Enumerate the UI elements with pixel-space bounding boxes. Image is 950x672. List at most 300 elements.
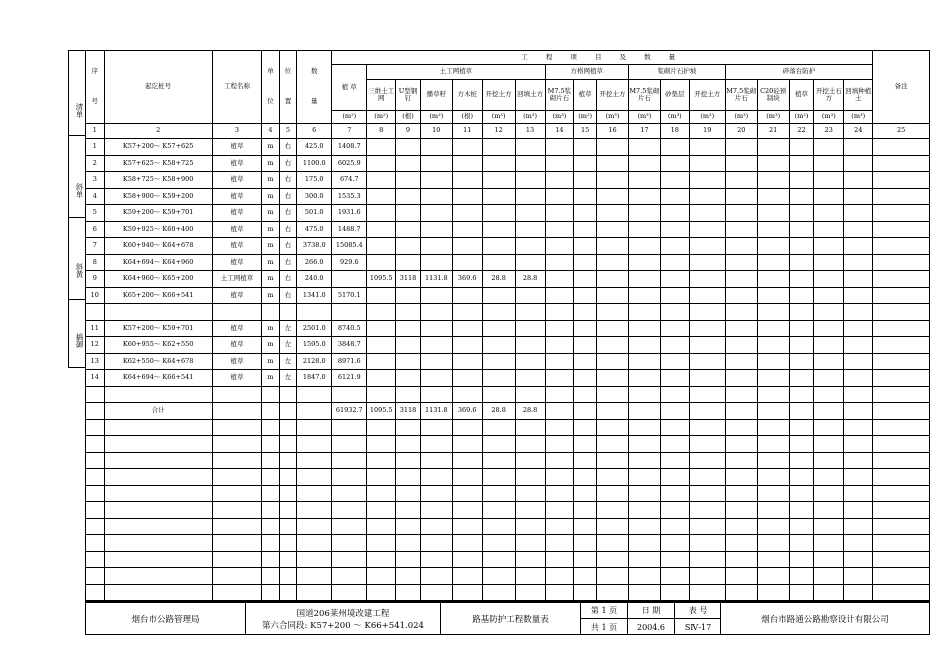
- column-number: 12: [482, 124, 515, 139]
- table-cell: 8971.6: [332, 353, 367, 370]
- table-cell: K64+694～ K66+541: [104, 370, 212, 387]
- table-cell: 6025.9: [332, 155, 367, 172]
- table-cell: [597, 188, 629, 205]
- table-cell: [757, 304, 789, 321]
- header-remark: 备注: [873, 51, 930, 124]
- table-cell: [873, 221, 930, 238]
- table-cell: [574, 502, 597, 519]
- table-cell: K58+900～ K59+200: [104, 188, 212, 205]
- table-cell: [420, 535, 452, 552]
- table-cell: [297, 304, 332, 321]
- table-cell: 4: [86, 188, 105, 205]
- table-cell: [396, 188, 421, 205]
- table-cell: [873, 271, 930, 288]
- table-cell: [725, 452, 757, 469]
- table-body: [86, 139, 930, 601]
- title-block: [85, 601, 930, 635]
- table-cell: [515, 370, 545, 387]
- table-cell: 1131.8: [420, 271, 452, 288]
- table-cell: [597, 320, 629, 337]
- table-cell: [725, 485, 757, 502]
- table-cell: [757, 419, 789, 436]
- table-cell: [452, 551, 482, 568]
- table-cell: [104, 535, 212, 552]
- unit-label: (m³): [597, 111, 629, 124]
- table-cell: m: [262, 238, 280, 255]
- table-cell: [452, 584, 482, 601]
- table-row: [86, 370, 930, 387]
- table-cell: 右: [279, 271, 297, 288]
- table-cell: [597, 452, 629, 469]
- table-cell: [725, 353, 757, 370]
- table-cell: [297, 419, 332, 436]
- table-cell: [814, 584, 844, 601]
- table-cell: [597, 551, 629, 568]
- table-cell: [396, 304, 421, 321]
- table-cell: [574, 452, 597, 469]
- table-cell: [104, 502, 212, 519]
- table-cell: [689, 469, 725, 486]
- table-cell: [262, 502, 280, 519]
- table-cell: [628, 403, 660, 420]
- table-cell: K64+960～ K65+200: [104, 271, 212, 288]
- table-cell: [452, 221, 482, 238]
- table-cell: [789, 370, 814, 387]
- table-cell: [597, 172, 629, 189]
- table-cell: [420, 436, 452, 453]
- table-cell: [814, 452, 844, 469]
- table-cell: [814, 320, 844, 337]
- col-header: 开挖土方: [482, 80, 515, 111]
- group-stone: 浆砌片石护坡: [628, 65, 725, 80]
- table-cell: [597, 518, 629, 535]
- table-cell: [367, 502, 396, 519]
- table-cell: [396, 172, 421, 189]
- table-cell: [367, 205, 396, 222]
- table-cell: [597, 568, 629, 585]
- table-cell: [660, 386, 689, 403]
- table-cell: [725, 205, 757, 222]
- table-cell: [545, 502, 574, 519]
- table-cell: [844, 568, 873, 585]
- column-number: 20: [725, 124, 757, 139]
- table-cell: [725, 155, 757, 172]
- table-cell: [597, 271, 629, 288]
- table-cell: [332, 551, 367, 568]
- unit-label: (m³): [844, 111, 873, 124]
- table-row: [86, 287, 930, 304]
- table-cell: [420, 502, 452, 519]
- table-cell: [452, 205, 482, 222]
- table-cell: [212, 304, 261, 321]
- table-cell: [725, 238, 757, 255]
- table-cell: [844, 155, 873, 172]
- table-cell: [452, 518, 482, 535]
- table-cell: [482, 584, 515, 601]
- table-cell: [212, 518, 261, 535]
- table-cell: [725, 436, 757, 453]
- column-number: 22: [789, 124, 814, 139]
- unit-label: (m³): [545, 111, 574, 124]
- table-cell: [873, 353, 930, 370]
- table-cell: [482, 535, 515, 552]
- table-cell: [660, 271, 689, 288]
- header-position: 位 置: [279, 51, 297, 124]
- table-cell: [452, 485, 482, 502]
- table-cell: [789, 386, 814, 403]
- table-cell: [628, 353, 660, 370]
- table-cell: 14: [86, 370, 105, 387]
- table-cell: m: [262, 139, 280, 156]
- col-header: U型钢钉: [396, 80, 421, 111]
- table-cell: [873, 386, 930, 403]
- table-cell: [725, 584, 757, 601]
- table-cell: [844, 419, 873, 436]
- table-cell: [660, 518, 689, 535]
- table-cell: [757, 221, 789, 238]
- table-cell: 12: [86, 337, 105, 354]
- column-number: 10: [420, 124, 452, 139]
- empty-row: [86, 436, 930, 453]
- table-cell: [660, 502, 689, 519]
- unit-label: (m²): [332, 111, 367, 124]
- table-cell: [725, 518, 757, 535]
- table-cell: [660, 419, 689, 436]
- col-header: 开挖土方: [689, 80, 725, 111]
- table-cell: [660, 287, 689, 304]
- table-cell: [789, 485, 814, 502]
- table-cell: [574, 304, 597, 321]
- table-cell: [628, 221, 660, 238]
- table-cell: 175.0: [297, 172, 332, 189]
- table-cell: [789, 337, 814, 354]
- column-number: 19: [689, 124, 725, 139]
- table-cell: [279, 452, 297, 469]
- table-cell: [482, 172, 515, 189]
- table-cell: [420, 287, 452, 304]
- table-cell: 植草: [212, 254, 261, 271]
- table-cell: [873, 370, 930, 387]
- table-cell: [574, 172, 597, 189]
- table-cell: [725, 419, 757, 436]
- table-cell: [844, 436, 873, 453]
- table-cell: [545, 304, 574, 321]
- table-cell: [660, 155, 689, 172]
- table-cell: [844, 452, 873, 469]
- table-cell: [104, 469, 212, 486]
- table-cell: [452, 535, 482, 552]
- table-cell: [844, 304, 873, 321]
- table-cell: [515, 502, 545, 519]
- table-cell: [396, 551, 421, 568]
- table-cell: [545, 287, 574, 304]
- table-cell: [452, 304, 482, 321]
- table-cell: [689, 304, 725, 321]
- table-cell: [873, 254, 930, 271]
- table-cell: [757, 535, 789, 552]
- table-cell: [873, 535, 930, 552]
- table-cell: [482, 287, 515, 304]
- table-cell: [597, 287, 629, 304]
- table-cell: [545, 139, 574, 156]
- table-cell: [844, 337, 873, 354]
- unit-label: (m³): [757, 111, 789, 124]
- table-cell: [660, 535, 689, 552]
- table-cell: [515, 353, 545, 370]
- table-cell: [689, 452, 725, 469]
- table-row: [86, 304, 930, 321]
- table-cell: [814, 535, 844, 552]
- table-cell: [262, 469, 280, 486]
- table-cell: [757, 287, 789, 304]
- column-number: 5: [279, 124, 297, 139]
- table-cell: 右: [279, 221, 297, 238]
- table-cell: [86, 535, 105, 552]
- table-cell: [482, 370, 515, 387]
- table-cell: [789, 254, 814, 271]
- table-cell: [332, 419, 367, 436]
- header-quantity: 数 量: [297, 51, 332, 124]
- table-cell: 475.0: [297, 221, 332, 238]
- table-row: [86, 386, 930, 403]
- table-cell: [757, 436, 789, 453]
- table-cell: 3: [86, 172, 105, 189]
- table-cell: [660, 436, 689, 453]
- table-cell: [332, 518, 367, 535]
- table-cell: [689, 188, 725, 205]
- table-cell: [597, 353, 629, 370]
- table-cell: [757, 584, 789, 601]
- table-cell: [420, 155, 452, 172]
- table-cell: [574, 337, 597, 354]
- table-cell: [628, 155, 660, 172]
- table-cell: K59+200～ K59+701: [104, 205, 212, 222]
- table-cell: [574, 221, 597, 238]
- table-cell: [452, 337, 482, 354]
- header-project-name: 工程名称: [212, 51, 261, 124]
- table-cell: [873, 485, 930, 502]
- table-cell: [86, 469, 105, 486]
- table-cell: [452, 419, 482, 436]
- table-cell: [574, 568, 597, 585]
- table-cell: [597, 304, 629, 321]
- table-cell: K64+694～ K64+960: [104, 254, 212, 271]
- table-cell: [396, 205, 421, 222]
- table-cell: [628, 485, 660, 502]
- table-cell: [86, 436, 105, 453]
- table-cell: m: [262, 320, 280, 337]
- table-cell: [279, 403, 297, 420]
- page-info-block: [581, 603, 721, 635]
- table-cell: [873, 419, 930, 436]
- table-cell: [452, 287, 482, 304]
- column-number: 3: [212, 124, 261, 139]
- table-cell: [420, 568, 452, 585]
- table-cell: [844, 485, 873, 502]
- date-value: 2004.6: [628, 619, 675, 635]
- table-cell: [628, 568, 660, 585]
- table-cell: [482, 254, 515, 271]
- col-header: M7.5浆砌片石: [628, 80, 660, 111]
- table-cell: 植草: [212, 205, 261, 222]
- table-cell: [279, 436, 297, 453]
- table-cell: [482, 469, 515, 486]
- table-cell: m: [262, 188, 280, 205]
- col-header: 回填土方: [515, 80, 545, 111]
- table-cell: [279, 518, 297, 535]
- table-cell: [396, 419, 421, 436]
- table-cell: [262, 304, 280, 321]
- table-cell: [515, 485, 545, 502]
- table-cell: [574, 287, 597, 304]
- table-cell: [482, 188, 515, 205]
- table-cell: [396, 155, 421, 172]
- table-cell: [212, 485, 261, 502]
- table-cell: [262, 551, 280, 568]
- table-cell: [515, 535, 545, 552]
- table-cell: [279, 485, 297, 502]
- table-cell: [574, 320, 597, 337]
- table-cell: [844, 271, 873, 288]
- table-cell: [597, 238, 629, 255]
- table-cell: [515, 221, 545, 238]
- column-number: 6: [297, 124, 332, 139]
- table-cell: 9: [86, 271, 105, 288]
- table-cell: [482, 436, 515, 453]
- table-cell: [689, 535, 725, 552]
- table-cell: [452, 469, 482, 486]
- table-cell: [212, 452, 261, 469]
- project-info: [246, 603, 441, 635]
- table-cell: [844, 172, 873, 189]
- table-cell: K57+200～ K59+701: [104, 320, 212, 337]
- table-cell: [757, 139, 789, 156]
- table-cell: [660, 238, 689, 255]
- table-cell: [367, 419, 396, 436]
- table-cell: [452, 172, 482, 189]
- unit-label: (根): [396, 111, 421, 124]
- table-cell: [757, 452, 789, 469]
- table-cell: [86, 485, 105, 502]
- table-cell: 61932.7: [332, 403, 367, 420]
- table-cell: [628, 436, 660, 453]
- table-cell: [367, 370, 396, 387]
- table-cell: 8: [86, 254, 105, 271]
- table-cell: [332, 535, 367, 552]
- table-cell: m: [262, 271, 280, 288]
- table-cell: [279, 568, 297, 585]
- table-cell: 左: [279, 337, 297, 354]
- table-cell: [789, 353, 814, 370]
- col-header: 三维土工网: [367, 80, 396, 111]
- unit-label: (根): [452, 111, 482, 124]
- table-cell: [545, 518, 574, 535]
- table-cell: 28.8: [482, 271, 515, 288]
- table-cell: [725, 304, 757, 321]
- table-cell: 1535.3: [332, 188, 367, 205]
- column-number: 1: [86, 124, 105, 139]
- table-cell: [482, 386, 515, 403]
- table-cell: 右: [279, 139, 297, 156]
- table-cell: [814, 419, 844, 436]
- table-cell: 929.6: [332, 254, 367, 271]
- table-cell: [789, 205, 814, 222]
- table-cell: [814, 271, 844, 288]
- table-cell: [262, 568, 280, 585]
- table-cell: [757, 518, 789, 535]
- table-cell: [420, 485, 452, 502]
- table-cell: [396, 502, 421, 519]
- table-cell: [628, 238, 660, 255]
- table-cell: [814, 370, 844, 387]
- table-cell: [396, 485, 421, 502]
- table-cell: [367, 139, 396, 156]
- table-cell: [597, 469, 629, 486]
- table-cell: [844, 518, 873, 535]
- table-cell: 左: [279, 370, 297, 387]
- table-cell: [262, 419, 280, 436]
- table-cell: [689, 436, 725, 453]
- table-cell: [452, 436, 482, 453]
- table-cell: [757, 320, 789, 337]
- header-station: 起讫桩号: [104, 51, 212, 124]
- table-cell: [628, 518, 660, 535]
- table-cell: [545, 188, 574, 205]
- table-cell: [367, 452, 396, 469]
- table-cell: [725, 403, 757, 420]
- table-cell: [279, 584, 297, 601]
- table-cell: [212, 436, 261, 453]
- table-cell: 7: [86, 238, 105, 255]
- table-cell: [844, 386, 873, 403]
- table-cell: [482, 419, 515, 436]
- column-number: 8: [367, 124, 396, 139]
- table-cell: [789, 403, 814, 420]
- table-cell: [574, 551, 597, 568]
- table-cell: [515, 386, 545, 403]
- table-cell: [332, 502, 367, 519]
- table-cell: [420, 188, 452, 205]
- table-cell: [844, 139, 873, 156]
- table-cell: [789, 238, 814, 255]
- table-cell: [689, 205, 725, 222]
- table-cell: K59+925～ K60+400: [104, 221, 212, 238]
- table-cell: [482, 452, 515, 469]
- table-cell: [420, 238, 452, 255]
- table-cell: [515, 551, 545, 568]
- table-cell: [332, 436, 367, 453]
- table-cell: [482, 238, 515, 255]
- table-cell: [545, 436, 574, 453]
- table-row: [86, 337, 930, 354]
- table-cell: [725, 502, 757, 519]
- col-header: M7.5浆砌片石: [725, 80, 757, 111]
- table-cell: [814, 551, 844, 568]
- unit-label: (m²): [789, 111, 814, 124]
- table-cell: [367, 551, 396, 568]
- strip-divider: [69, 299, 85, 300]
- unit-label: (m³): [628, 111, 660, 124]
- column-number: 11: [452, 124, 482, 139]
- table-cell: 1: [86, 139, 105, 156]
- table-cell: [482, 221, 515, 238]
- table-cell: [757, 205, 789, 222]
- table-cell: [597, 535, 629, 552]
- table-cell: [367, 386, 396, 403]
- table-cell: [873, 155, 930, 172]
- table-cell: [873, 568, 930, 585]
- table-cell: K58+725～ K58+900: [104, 172, 212, 189]
